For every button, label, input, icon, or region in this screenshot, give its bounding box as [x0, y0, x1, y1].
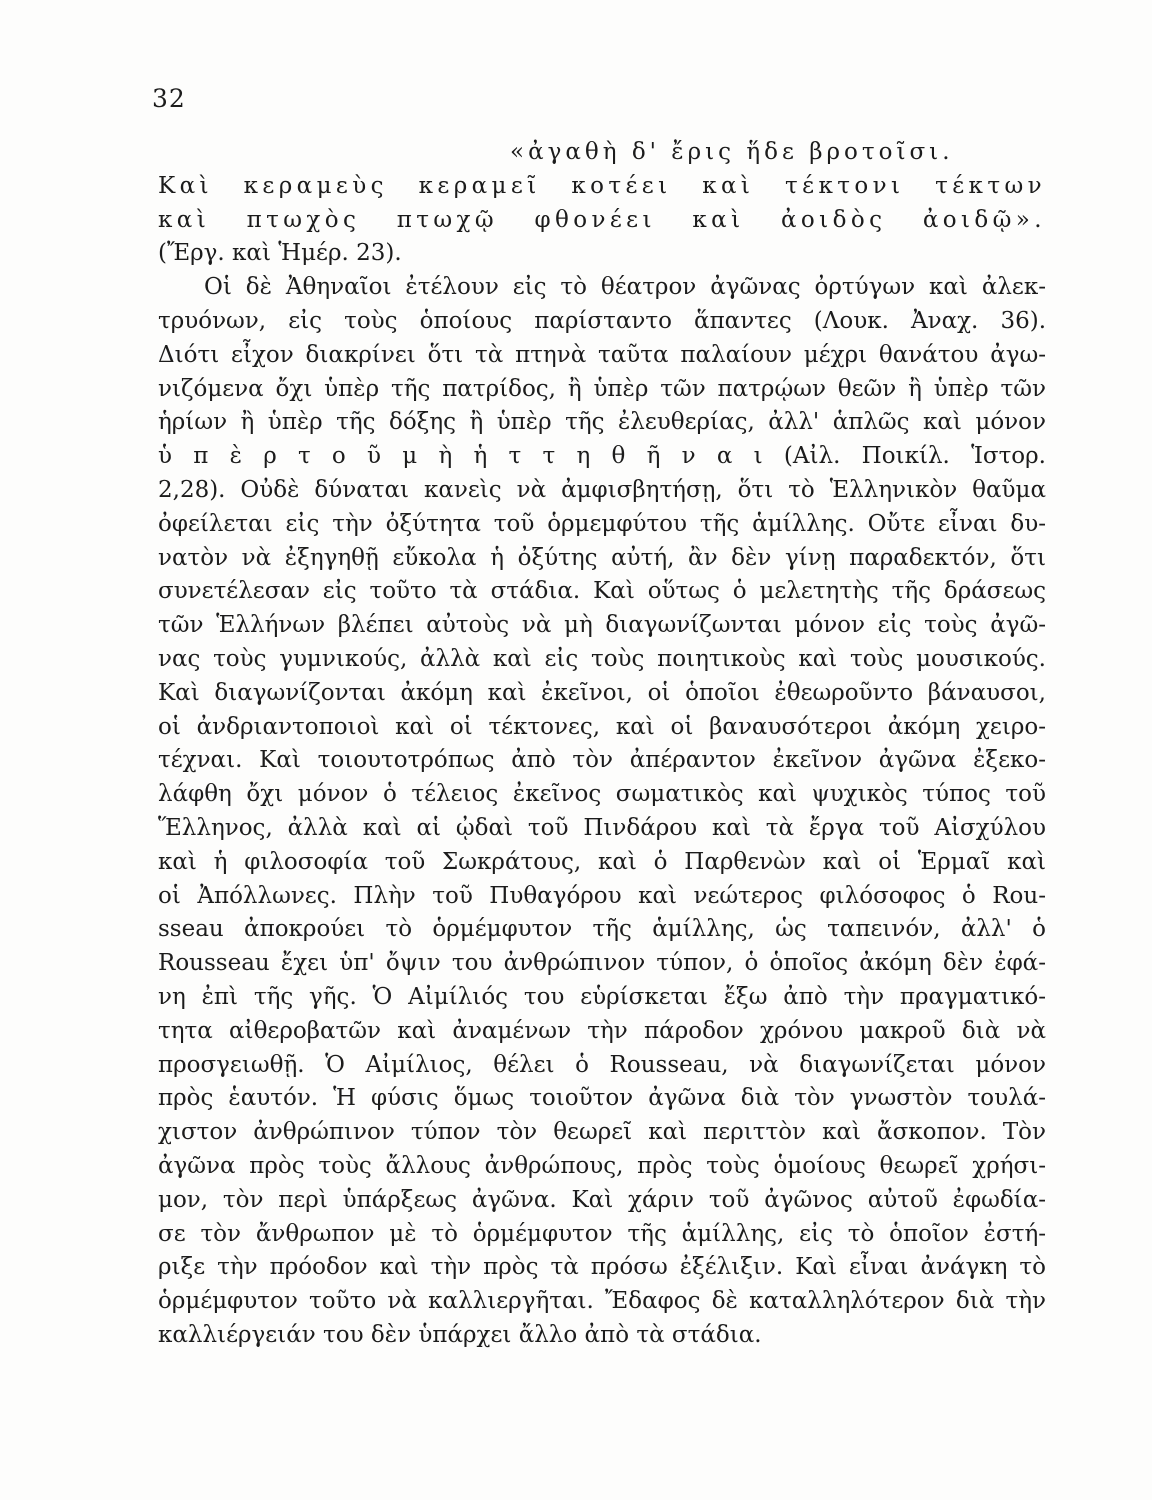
text-line: Rousseau ἔχει ὑπ' ὄψιν του ἀνθρώπινον τύπον, ὁ ὁποῖος ἀκόμη δὲν ἐφά-	[158, 950, 1046, 977]
text-line: καλλιέργειάν του δὲν ὑπάρχει ἄλλο ἀπὸ τὰ στάδια.	[158, 1321, 762, 1348]
text-line: 2,28). Οὐδὲ δύναται κανεὶς νὰ ἀμφισβητήσῃ, ὅτι τὸ Ἑλληνικὸν θαῦμα	[158, 476, 1046, 503]
text-line: Ἕλληνος, ἀλλὰ καὶ αἱ ᾠδαὶ τοῦ Πινδάρου καὶ τὰ ἔργα τοῦ Αἰσχύλου	[158, 814, 1046, 841]
text-line: προσγειωθῇ. Ὁ Αἰμίλιος, θέλει ὁ Rousseau, νὰ διαγωνίζεται μόνον	[158, 1051, 1046, 1078]
text-line: Διότι εἶχον διακρίνει ὅτι τὰ πτηνὰ ταῦτα παλαίουν μέχρι θανάτου ἀγω-	[158, 341, 1046, 368]
text-line: ὑ π ὲ ρ τ ο ῦ μ ὴ ἡ τ τ η θ ῆ ν α ι (Αἰλ. Ποικίλ. Ἱστορ.	[158, 443, 1046, 470]
text-line: Καὶ κεραμεὺς κεραμεῖ κοτέει καὶ τέκτονι τέκτων	[158, 172, 1046, 199]
page-number: 32	[152, 84, 186, 113]
text-line: νας τοὺς γυμνικούς, ἀλλὰ καὶ εἰς τοὺς ποιητικοὺς καὶ τοὺς μουσικούς.	[158, 645, 1046, 672]
text-line: λάφθη ὄχι μόνον ὁ τέλειος ἐκεῖνος σωματικὸς καὶ ψυχικὸς τύπος τοῦ	[158, 781, 1046, 808]
text-line: νατὸν νὰ ἐξηγηθῇ εὔκολα ἡ ὀξύτης αὐτή, ἂν δὲν γίνῃ παραδεκτόν, ὅτι	[158, 544, 1046, 571]
text-line: ὀφείλεται εἰς τὴν ὀξύτητα τοῦ ὁρμεμφύτου τῆς ἁμίλλης. Οὔτε εἶναι δυ-	[158, 510, 1046, 537]
text-line: sseau ἀποκρούει τὸ ὁρμέμφυτον τῆς ἁμίλλης, ὡς ταπεινόν, ἀλλ' ὁ	[158, 916, 1046, 943]
text-line: ριξε τὴν πρόοδον καὶ τὴν πρὸς τὰ πρόσω ἐξέλιξιν. Καὶ εἶναι ἀνάγκη τὸ	[158, 1254, 1046, 1281]
text-line: μον, τὸν περὶ ὑπάρξεως ἀγῶνα. Καὶ χάριν τοῦ ἀγῶνος αὐτοῦ ἐφωδία-	[158, 1186, 1046, 1213]
text-line: ὁρμέμφυτον τοῦτο νὰ καλλιεργῆται. Ἔδαφος δὲ καταλληλότερον διὰ τὴν	[158, 1288, 1046, 1315]
text-line: τῶν Ἑλλήνων βλέπει αὐτοὺς νὰ μὴ διαγωνίζωνται μόνον εἰς τοὺς ἀγῶ-	[158, 612, 1046, 639]
text-line: τέχναι. Καὶ τοιουτοτρόπως ἀπὸ τὸν ἀπέραντον ἐκεῖνον ἀγῶνα ἐξεκο-	[158, 747, 1046, 774]
body-text	[158, 136, 1046, 1353]
text-line: τητα αἰθεροβατῶν καὶ ἀναμένων τὴν πάροδον χρόνου μακροῦ διὰ νὰ	[158, 1017, 1046, 1044]
text-line: (Ἔργ. καὶ Ἡμέρ. 23).	[158, 240, 402, 267]
text-line: τρυόνων, εἰς τοὺς ὁποίους παρίσταντο ἅπαντες (Λουκ. Ἀναχ. 36).	[158, 307, 1046, 334]
text-line: ἡρίων ἢ ὑπὲρ τῆς δόξης ἢ ὑπὲρ τῆς ἐλευθερίας, ἀλλ' ἁπλῶς καὶ μόνον	[158, 409, 1046, 436]
text-line: «ἀγαθὴ δ' ἔρις ἥδε βροτοῖσι.	[510, 139, 954, 165]
text-line: συνετέλεσαν εἰς τοῦτο τὰ στάδια. Καὶ οὕτως ὁ μελετητὴς τῆς δράσεως	[158, 578, 1046, 605]
text-line: ἀγῶνα πρὸς τοὺς ἄλλους ἀνθρώπους, πρὸς τοὺς ὁμοίους θεωρεῖ χρήσι-	[158, 1152, 1046, 1179]
text-line: νιζόμενα ὄχι ὑπὲρ τῆς πατρίδος, ἢ ὑπὲρ τῶν πατρῴων θεῶν ἢ ὑπὲρ τῶν	[158, 375, 1046, 402]
text-line: Οἱ δὲ Ἀθηναῖοι ἐτέλουν εἰς τὸ θέατρον ἀγῶνας ὀρτύγων καὶ ἀλεκ-	[204, 274, 1046, 301]
text-line: καὶ ἡ φιλοσοφία τοῦ Σωκράτους, καὶ ὁ Παρθενὼν καὶ οἱ Ἑρμαῖ καὶ	[158, 848, 1046, 875]
text-line: Καὶ διαγωνίζονται ἀκόμη καὶ ἐκεῖνοι, οἱ ὁποῖοι ἐθεωροῦντο βάναυσοι,	[158, 679, 1046, 706]
text-line: σε τὸν ἄνθρωπον μὲ τὸ ὁρμέμφυτον τῆς ἁμίλλης, εἰς τὸ ὁποῖον ἐστή-	[158, 1220, 1046, 1247]
text-line: οἱ ἀνδριαντοποιοὶ καὶ οἱ τέκτονες, καὶ οἱ βαναυσότεροι ἀκόμη χειρο-	[158, 713, 1046, 740]
text-line: νη ἐπὶ τῆς γῆς. Ὁ Αἰμίλιός του εὑρίσκεται ἔξω ἀπὸ τὴν πραγματικό-	[158, 983, 1046, 1010]
text-line: χιστον ἀνθρώπινον τύπον τὸν θεωρεῖ καὶ περιττὸν καὶ ἄσκοπον. Τὸν	[158, 1119, 1046, 1146]
text-line: πρὸς ἑαυτόν. Ἡ φύσις ὅμως τοιοῦτον ἀγῶνα διὰ τὸν γνωστὸν τουλά-	[158, 1085, 1046, 1112]
text-line: οἱ Ἀπόλλωνες. Πλὴν τοῦ Πυθαγόρου καὶ νεώτερος φιλόσοφος ὁ Rou-	[158, 882, 1046, 909]
text-line: καὶ πτωχὸς πτωχῷ φθονέει καὶ ἀοιδὸς ἀοιδῷ».	[158, 206, 1046, 233]
